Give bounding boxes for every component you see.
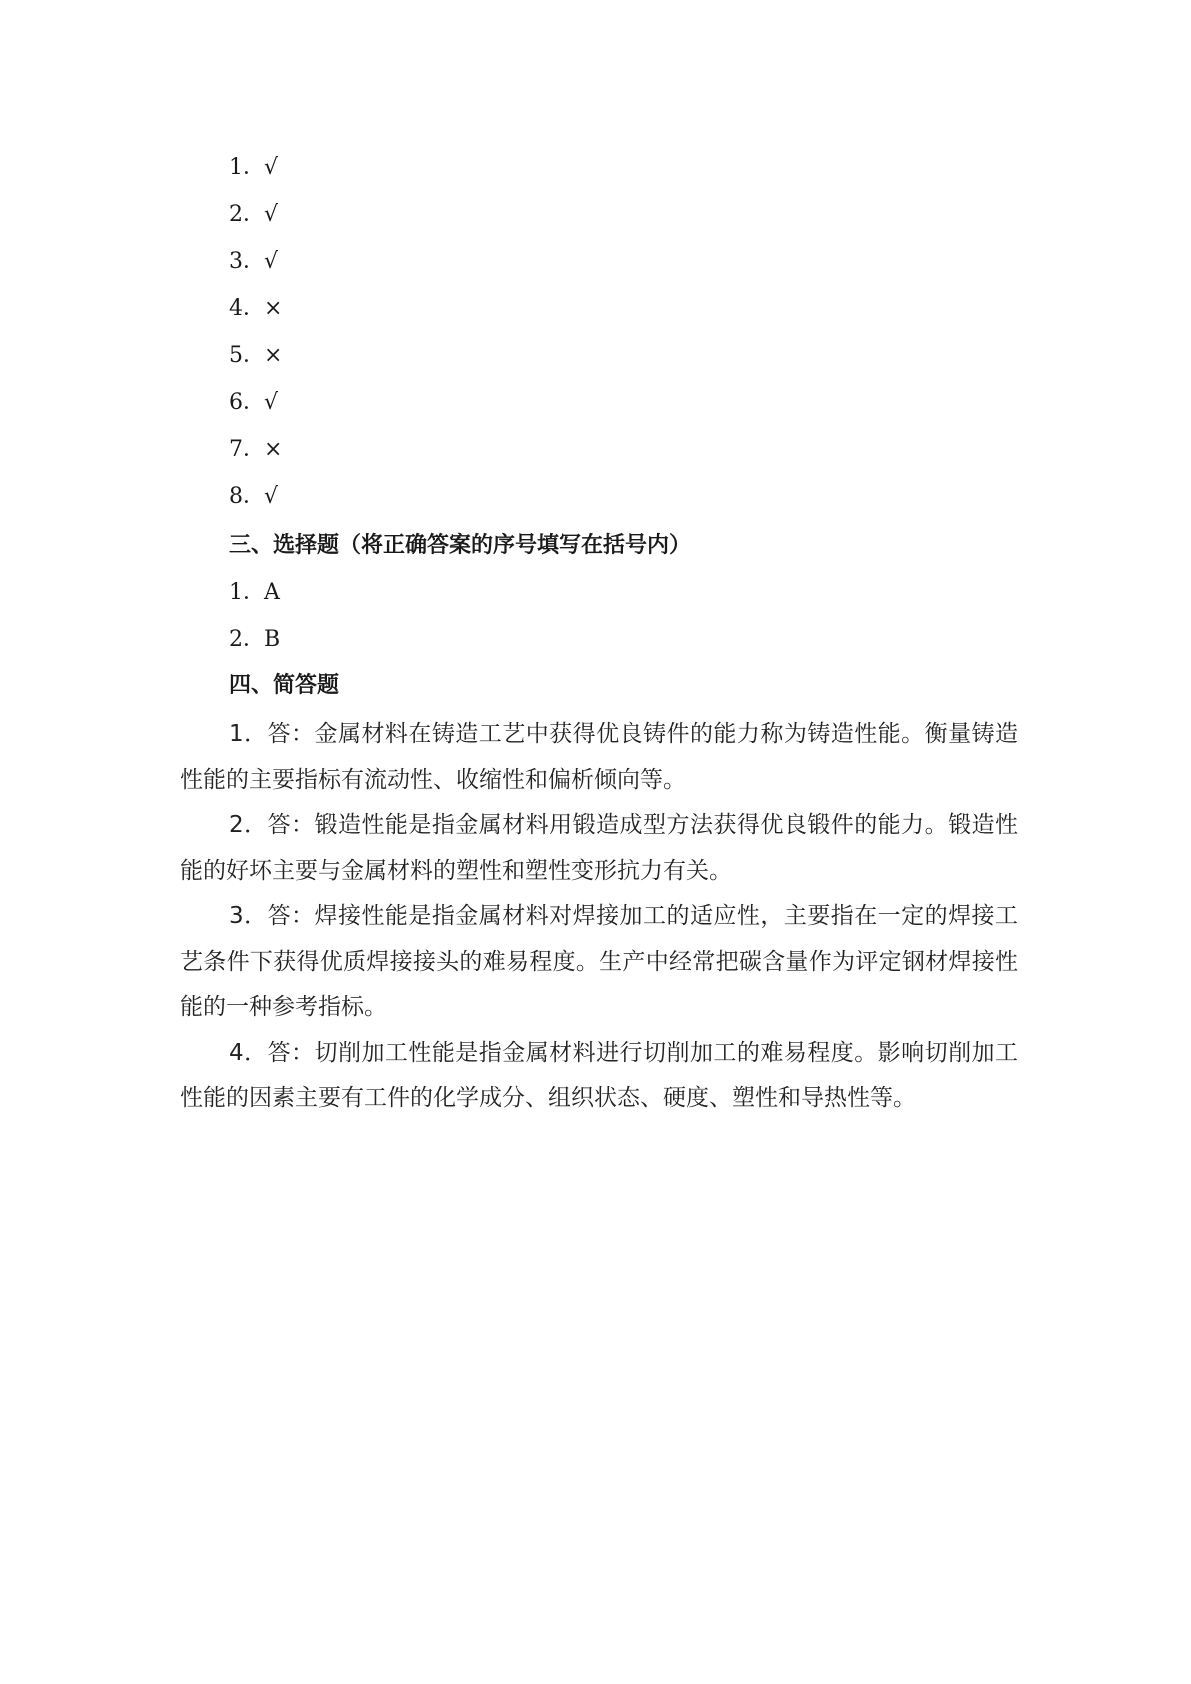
answer-mark: √ [264, 155, 279, 180]
section-heading-short-answer: 四、简答题 [229, 673, 340, 698]
item-number: 5． [229, 343, 265, 368]
list-item [229, 199, 282, 246]
short-answer-paragraph [180, 1031, 1018, 1122]
short-answer-paragraph [180, 894, 1018, 1031]
answer-mark: × [264, 437, 283, 462]
item-number: 4． [229, 296, 265, 321]
answer-mark: √ [264, 202, 279, 227]
list-item [229, 624, 280, 671]
list-item [229, 387, 282, 434]
list-item [229, 481, 282, 528]
answer-text: 答：切削加工性能是指金属材料进行切削加工的难易程度。影响切削加工性能的因素主要有工件的化学成分、组织状态、硬度、塑性和导热性等。 [180, 1039, 1019, 1111]
answer-mark: × [264, 343, 283, 368]
list-item [229, 577, 280, 624]
answer-text: 答：焊接性能是指金属材料对焊接加工的适应性，主要指在一定的焊接工艺条件下获得优质焊接接头的难易程度。生产中经常把碳含量作为评定钢材焊接性能的一种参考指标。 [180, 903, 1019, 1020]
answer-number: 3． [229, 903, 268, 929]
item-number: 8． [229, 484, 265, 509]
answer-letter: B [264, 627, 281, 652]
item-number: 7． [229, 437, 265, 462]
answer-number: 1． [229, 721, 268, 747]
answer-mark: √ [264, 249, 279, 274]
short-answer-paragraph [180, 803, 1018, 894]
list-item [229, 340, 282, 387]
answer-mark: √ [264, 390, 279, 415]
answer-number: 4． [229, 1039, 268, 1066]
answer-text: 答：锻造性能是指金属材料用锻造成型方法获得优良锻件的能力。锻造性能的好坏主要与金属材料的塑性和塑性变形抗力有关。 [180, 812, 1019, 884]
item-number: 2． [229, 627, 265, 652]
true-false-answer-list [229, 152, 282, 528]
answer-number: 2． [229, 812, 268, 838]
item-number: 1． [229, 580, 265, 605]
short-answer-paragraph [180, 712, 1018, 803]
answer-mark: √ [264, 484, 279, 509]
answer-letter: A [264, 580, 280, 605]
list-item [229, 246, 282, 293]
item-number: 6． [229, 390, 265, 415]
item-number: 1． [229, 155, 265, 180]
list-item [229, 293, 282, 340]
answer-mark: × [264, 296, 283, 321]
short-answer-list [180, 712, 1018, 1122]
multiple-choice-answer-list [229, 577, 280, 671]
answer-text: 答：金属材料在铸造工艺中获得优良铸件的能力称为铸造性能。衡量铸造性能的主要指标有流动性、收缩性和偏析倾向等。 [180, 721, 1019, 793]
list-item [229, 434, 282, 481]
section-heading-multiple-choice: 三、选择题（将正确答案的序号填写在括号内） [229, 533, 692, 558]
item-number: 2． [229, 202, 265, 227]
item-number: 3． [229, 249, 265, 274]
list-item [229, 152, 282, 199]
